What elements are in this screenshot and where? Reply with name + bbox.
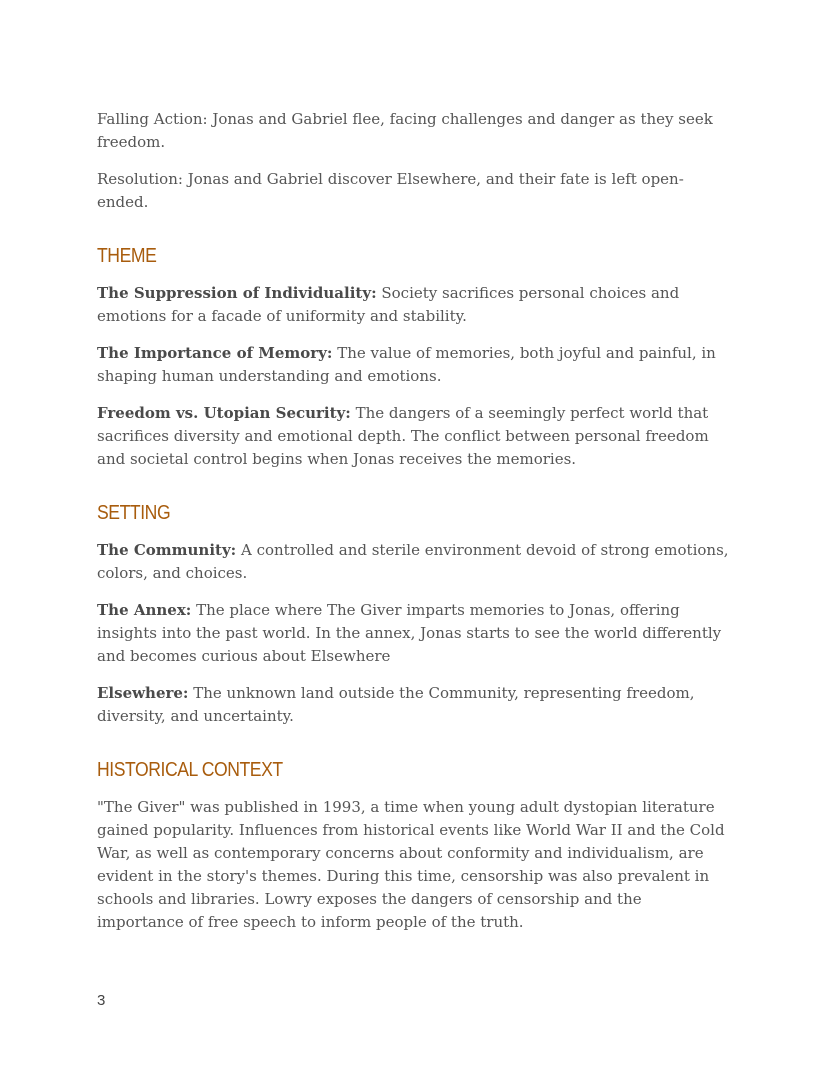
falling-action-paragraph: Falling Action: Jonas and Gabriel flee, facing challenges and danger as they seek freedom. bbox=[97, 110, 713, 151]
setting-description: The place where The Giver imparts memories to Jonas, offering insights into the past world. In the annex, Jonas starts to see the world differently and becomes curious about Elsewhere bbox=[97, 601, 722, 665]
setting-item-elsewhere bbox=[97, 682, 733, 728]
setting-term: The Annex: bbox=[97, 601, 192, 619]
theme-description: The value of memories, both joyful and painful, in shaping human understanding and emotions. bbox=[97, 344, 716, 385]
theme-heading: THEME bbox=[97, 245, 157, 267]
theme-item-memory bbox=[97, 342, 733, 388]
page-number: 3 bbox=[97, 992, 106, 1009]
historical-context-heading: HISTORICAL CONTEXT bbox=[97, 759, 283, 781]
resolution-paragraph: Resolution: Jonas and Gabriel discover Elsewhere, and their fate is left open-ended. bbox=[97, 170, 684, 211]
theme-item-suppression bbox=[97, 282, 733, 328]
theme-description: Society sacrifices personal choices and emotions for a facade of uniformity and stability. bbox=[97, 284, 680, 325]
historical-context-paragraph: "The Giver" was published in 1993, a time when young adult dystopian literature gained popularity. Influences from historical events like World War II and the Cold War, as well as contemporary concerns about conformity and individualism, are evident in the story's themes. During this time, censorship was also prevalent in schools and libraries. Lowry exposes the dangers of censorship and the importance of free speech to inform people of the truth. bbox=[97, 798, 725, 931]
theme-term: The Suppression of Individuality: bbox=[97, 284, 377, 302]
setting-item-annex bbox=[97, 599, 733, 668]
setting-heading: SETTING bbox=[97, 502, 171, 524]
theme-description: The dangers of a seemingly perfect world that sacrifices diversity and emotional depth. The conflict between personal freedom and societal control begins when Jonas receives the memories. bbox=[97, 404, 709, 468]
theme-item-freedom bbox=[97, 402, 733, 471]
theme-term: Freedom vs. Utopian Security: bbox=[97, 404, 351, 422]
setting-term: The Community: bbox=[97, 541, 237, 559]
setting-description: The unknown land outside the Community, representing freedom, diversity, and uncertainty. bbox=[97, 684, 695, 725]
setting-description: A controlled and sterile environment devoid of strong emotions, colors, and choices. bbox=[97, 541, 729, 582]
setting-term: Elsewhere: bbox=[97, 684, 189, 702]
setting-item-community bbox=[97, 539, 733, 585]
theme-term: The Importance of Memory: bbox=[97, 344, 333, 362]
document-page bbox=[97, 108, 733, 948]
